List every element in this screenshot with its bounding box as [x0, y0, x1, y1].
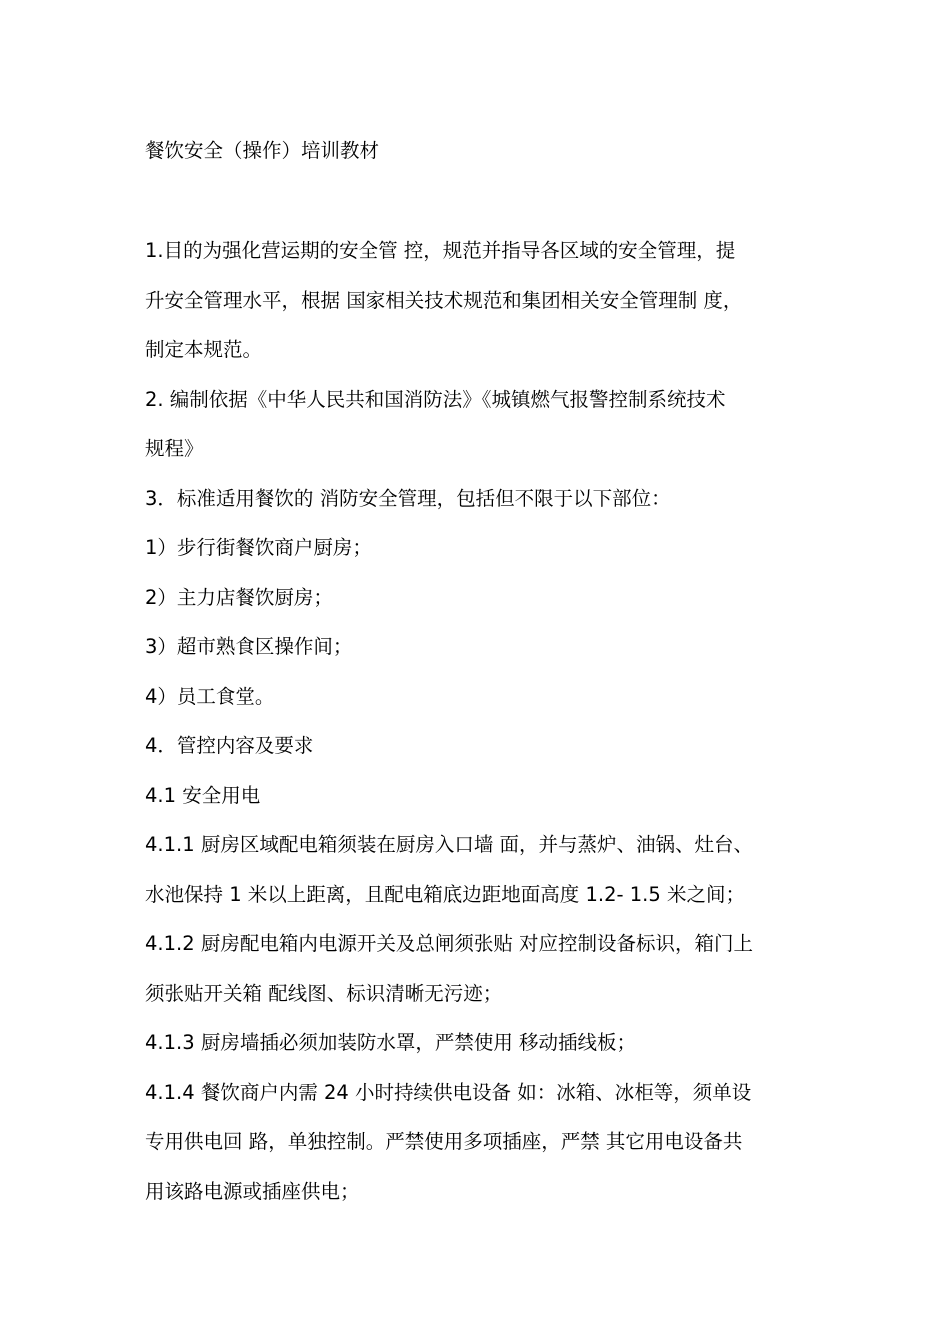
body-line: 制定本规范。 — [145, 338, 263, 361]
body-line: 4.1.1 厨房区域配电箱须装在厨房入口墙 面，并与蒸炉、油锅、灶台、 — [145, 833, 754, 856]
document-title: 餐饮安全（操作）培训教材 — [145, 139, 380, 162]
body-line: 4．管控内容及要求 — [145, 734, 314, 757]
body-line: 4.1 安全用电 — [145, 783, 261, 807]
body-line: 4.1.4 餐饮商户内需 24 小时持续供电设备 如：冰箱、冰柜等，须单设 — [145, 1080, 752, 1104]
body-line: 4.1.3 厨房墙插必须加装防水罩，严禁使用 移动插线板； — [145, 1031, 637, 1054]
body-line: 2）主力店餐饮厨房； — [145, 585, 333, 609]
body-line: 1）步行街餐饮商户厨房； — [145, 536, 372, 559]
body-line: 水池保持 1 米以上距离，且配电箱底边距地面高度 1.2- 1.5 米之间； — [145, 882, 745, 906]
body-line: 升安全管理水平，根据 国家相关技术规范和集团相关安全管理制 度， — [145, 288, 743, 312]
body-line: 1.目的为强化营运期的安全管 控，规范并指导各区域的安全管理，提 — [145, 239, 736, 262]
document-body — [145, 233, 815, 1223]
body-line: 规程》 — [145, 437, 204, 460]
body-line: 用该路电源或插座供电； — [145, 1179, 360, 1203]
body-line: 专用供电回 路，单独控制。严禁使用多项插座，严禁 其它用电设备共 — [145, 1130, 743, 1153]
body-line: 4.1.2 厨房配电箱内电源开关及总闸须张贴 对应控制设备标识，箱门上 — [145, 932, 754, 955]
body-line: 3．标准适用餐饮的 消防安全管理，包括但不限于以下部位： — [145, 486, 671, 510]
body-line: 2. 编制依据《中华人民共和国消防法》《城镇燃气报警控制系统技术 — [145, 387, 726, 411]
body-line: 4）员工食堂。 — [145, 684, 275, 708]
body-line: 须张贴开关箱 配线图、标识清晰无污迹； — [145, 981, 503, 1005]
body-line: 3）超市熟食区操作间； — [145, 635, 353, 658]
